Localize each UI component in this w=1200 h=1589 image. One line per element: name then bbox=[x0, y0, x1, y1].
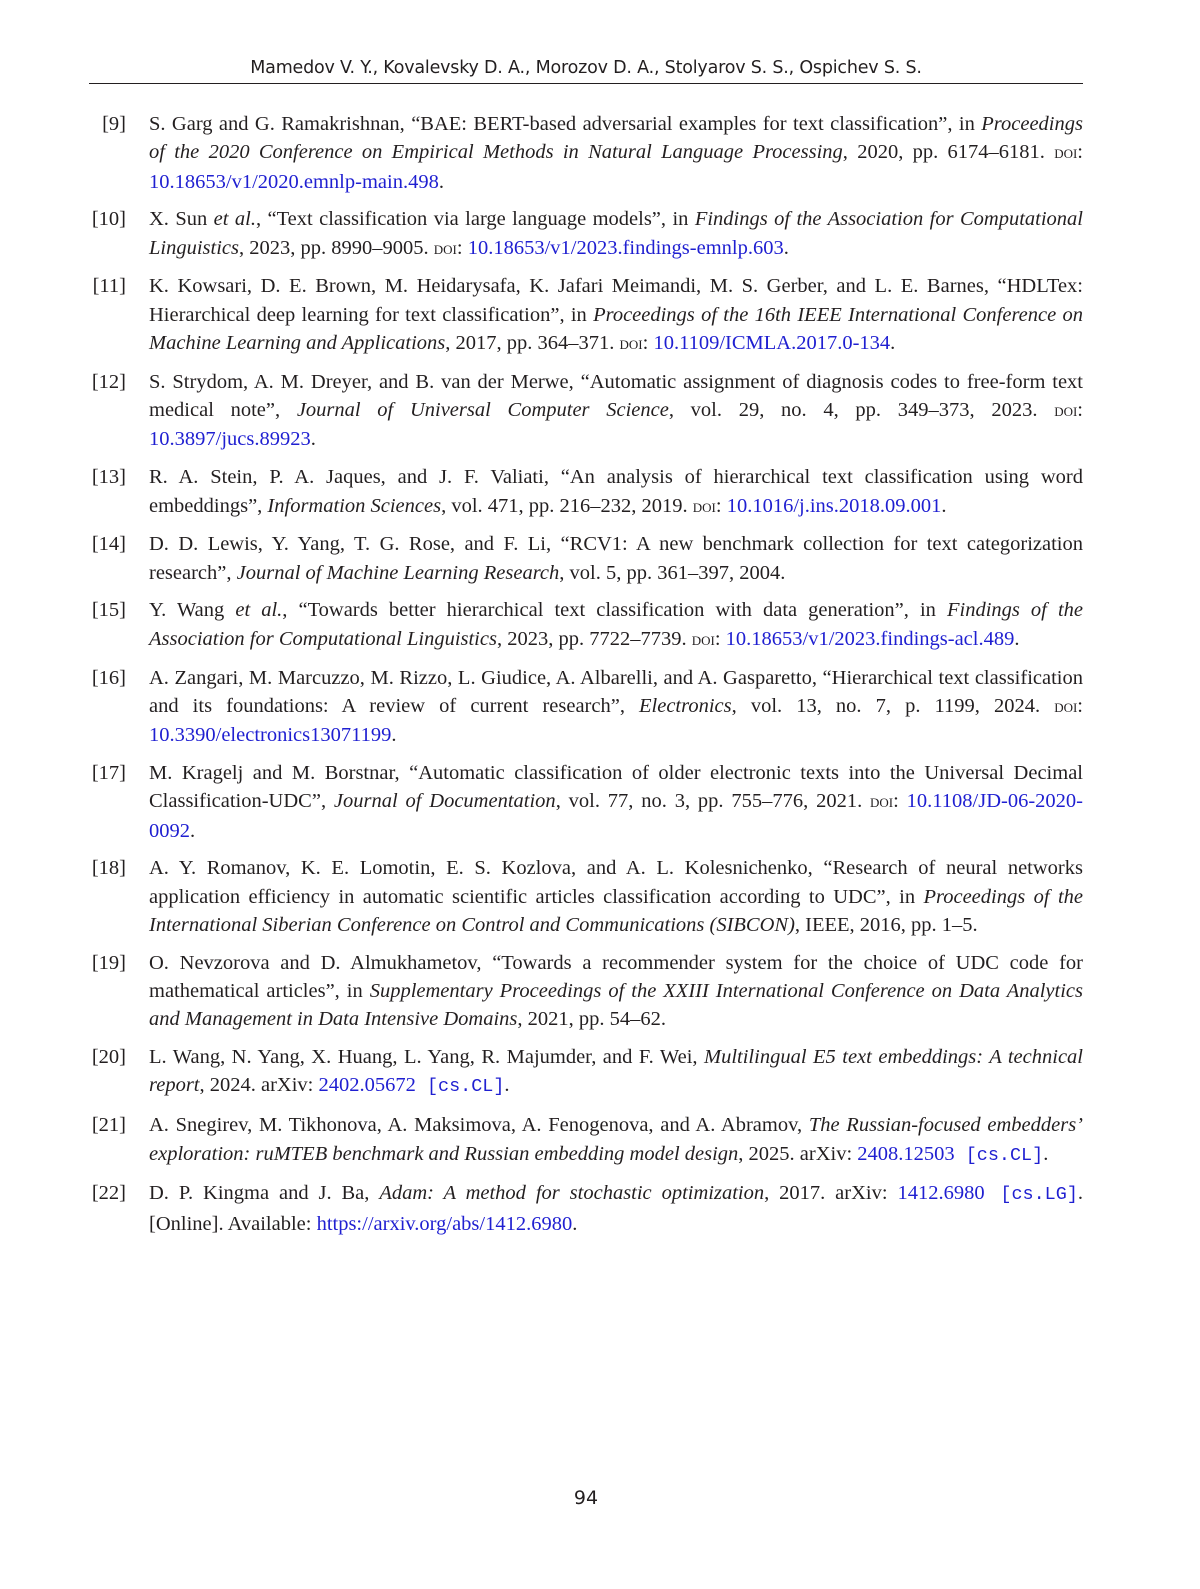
ref-authors: M. Kragelj and M. Borstnar, bbox=[149, 761, 400, 784]
reference-item bbox=[89, 664, 1083, 750]
doi-colon: : bbox=[1077, 399, 1083, 422]
header-rule bbox=[89, 83, 1083, 84]
doi-link[interactable]: 1412.6980 bbox=[897, 1182, 985, 1205]
reference-item bbox=[89, 463, 1083, 521]
reference-number: [18] bbox=[91, 857, 126, 880]
ref-venue: The Russian-focused embedders’ exploration: ruMTEB benchmark and Russian embedding model design bbox=[149, 1114, 1083, 1165]
ref-venue: Information Sciences bbox=[267, 494, 442, 517]
reference-item bbox=[89, 110, 1083, 196]
reference-number-cell bbox=[89, 596, 149, 654]
ref-end: . bbox=[438, 170, 444, 193]
ref-details: , vol. 471, pp. 216–232, 2019. bbox=[441, 494, 693, 517]
ref-venue: Journal of Universal Computer Science bbox=[296, 399, 669, 422]
ref-authors: S. Garg and G. Ramakrishnan, bbox=[149, 113, 405, 135]
doi-label: doi bbox=[1054, 142, 1078, 164]
ref-online: [Online]. Available: bbox=[149, 1212, 317, 1235]
ref-end: . bbox=[1077, 1182, 1084, 1205]
ref-venue: Findings of the Association for Computational Linguistics bbox=[149, 599, 1083, 650]
reference-number-cell bbox=[89, 854, 149, 939]
doi-colon: : bbox=[714, 627, 726, 650]
ref-title: , “Text classification via large language models”, in bbox=[255, 208, 695, 231]
ref-title: “Towards a recommender system for the choice of UDC code for mathematical articles”, in bbox=[149, 951, 1083, 1003]
doi-label: doi bbox=[870, 791, 894, 813]
ref-title: “BAE: BERT-based adversarial examples for text classification”, in bbox=[404, 113, 982, 135]
doi-label: doi bbox=[433, 237, 457, 259]
reference-number-cell bbox=[89, 1111, 149, 1170]
doi-colon: : bbox=[1077, 141, 1083, 164]
reference-item bbox=[89, 368, 1083, 454]
ref-venue: Electronics bbox=[639, 694, 732, 717]
reference-number-cell bbox=[89, 759, 149, 845]
ref-venue: Proceedings of the 16th IEEE International Conference on Machine Learning and Applications bbox=[149, 303, 1083, 355]
ref-venue: Proceedings of the International Siberian Conference on Control and Communications (SIBCON) bbox=[149, 885, 1083, 936]
ref-details: , vol. 29, no. 4, pp. 349–373, 2023. bbox=[668, 399, 1055, 422]
ref-end: . bbox=[190, 819, 196, 842]
reference-number: [16] bbox=[91, 666, 126, 689]
ref-details: , vol. 13, no. 7, p. 1199, 2024. bbox=[731, 694, 1055, 717]
reference-item bbox=[89, 530, 1083, 587]
ref-title: “An analysis of hierarchical text classification using word embeddings”, bbox=[149, 466, 1083, 517]
reference-text bbox=[149, 205, 1083, 263]
reference-number-cell bbox=[89, 1043, 149, 1102]
doi-link[interactable]: 2402.05672 bbox=[318, 1074, 416, 1097]
ref-authors: A. Snegirev, M. Tikhonova, A. Maksimova, A. Fenogenova, and A. Abramov, bbox=[149, 1114, 809, 1137]
doi-label: doi bbox=[691, 628, 715, 650]
ref-title: “Automatic assignment of diagnosis codes to free-form text medical note”, bbox=[149, 370, 1083, 422]
reference-item bbox=[89, 1179, 1083, 1238]
doi-link[interactable]: 10.18653/v1/2020.emnlp-main.498 bbox=[149, 170, 439, 193]
doi-link[interactable]: 10.18653/v1/2023.findings-acl.489 bbox=[725, 627, 1015, 650]
ref-venue: Journal of Documentation bbox=[333, 790, 556, 813]
ref-venue: Adam: A method for stochastic optimization bbox=[379, 1182, 765, 1205]
ref-authors: D. P. Kingma and J. Ba, bbox=[149, 1182, 380, 1205]
doi-link[interactable]: 10.18653/v1/2023.findings-emnlp.603 bbox=[467, 236, 784, 259]
doi-link[interactable]: 10.3897/jucs.89923 bbox=[149, 428, 311, 451]
reference-number: [10] bbox=[91, 208, 126, 231]
ref-details: , 2023, pp. 8990–9005. bbox=[239, 236, 434, 259]
arxiv-category[interactable]: [cs.LG] bbox=[984, 1184, 1078, 1206]
reference-number-cell bbox=[89, 272, 149, 358]
reference-number: [12] bbox=[91, 370, 126, 393]
ref-venue: Findings of the Association for Computational Linguistics bbox=[149, 208, 1083, 259]
doi-label: doi bbox=[692, 495, 716, 517]
arxiv-category[interactable]: [cs.CL] bbox=[415, 1076, 505, 1098]
reference-text bbox=[149, 530, 1083, 587]
reference-number-cell bbox=[89, 949, 149, 1034]
ref-details: , 2023, pp. 7722–7739. bbox=[496, 627, 692, 650]
ref-details: , 2017. arXiv: bbox=[764, 1182, 898, 1205]
doi-colon: : bbox=[715, 494, 727, 517]
ref-authors: A. Y. Romanov, K. E. Lomotin, E. S. Kozlova, and A. L. Kolesnichenko, bbox=[149, 857, 813, 880]
ref-venue: Multilingual E5 text embeddings: A technical report bbox=[149, 1046, 1083, 1097]
reference-number: [9] bbox=[102, 113, 126, 135]
reference-number: [14] bbox=[91, 533, 126, 556]
reference-number: [17] bbox=[91, 761, 126, 784]
reference-text bbox=[149, 1179, 1083, 1238]
ref-title: “HDLTex: Hierarchical deep learning for text classification”, in bbox=[149, 275, 1084, 326]
ref-details: , 2020, pp. 6174–6181. bbox=[842, 141, 1055, 164]
ref-venue: Proceedings of the 2020 Conference on Empirical Methods in Natural Language Processing bbox=[149, 113, 1083, 164]
reference-number-cell bbox=[89, 110, 149, 196]
arxiv-category[interactable]: [cs.CL] bbox=[954, 1144, 1044, 1166]
ref-title: “RCV1: A new benchmark collection for text categorization research”, bbox=[149, 533, 1083, 584]
ref-title: “Hierarchical text classification and its foundations: A review of current research”, bbox=[149, 666, 1083, 717]
ref-end: . bbox=[1043, 1142, 1049, 1165]
ref-end: . bbox=[941, 494, 947, 517]
doi-link[interactable]: 10.3390/electronics13071199 bbox=[149, 724, 392, 747]
reference-item bbox=[89, 272, 1083, 358]
ref-details: , 2021, pp. 54–62. bbox=[517, 1008, 666, 1031]
doi-colon: : bbox=[456, 236, 468, 259]
doi-link[interactable]: 2408.12503 bbox=[857, 1142, 955, 1165]
reference-text bbox=[149, 854, 1083, 939]
ref-etal: et al. bbox=[213, 208, 256, 231]
ref-authors: Y. Wang bbox=[149, 599, 236, 622]
ref-details: , 2024. arXiv: bbox=[199, 1074, 319, 1097]
reference-item bbox=[89, 596, 1083, 654]
ref-url[interactable]: https://arxiv.org/abs/1412.6980 bbox=[316, 1212, 573, 1235]
ref-title: , “Towards better hierarchical text classification with data generation”, in bbox=[282, 599, 947, 622]
reference-item bbox=[89, 949, 1083, 1034]
ref-authors: A. Zangari, M. Marcuzzo, M. Rizzo, L. Giudice, A. Albarelli, and A. Gasparetto, bbox=[149, 666, 817, 689]
ref-authors: K. Kowsari, D. E. Brown, M. Heidarysafa, K. Jafari Meimandi, M. S. Gerber, and L. E. Barnes, bbox=[149, 275, 989, 298]
ref-venue: Supplementary Proceedings of the XXIII International Conference on Data Analytics and Management in Data Intensive Domains bbox=[149, 980, 1083, 1031]
ref-details: , 2025. arXiv: bbox=[738, 1142, 858, 1165]
running-header: Mamedov V. Y., Kovalevsky D. A., Morozov D. A., Stolyarov S. S., Ospichev S. S. bbox=[250, 58, 922, 78]
doi-label: doi bbox=[619, 333, 643, 355]
reference-text bbox=[149, 1111, 1083, 1170]
ref-details: , IEEE, 2016, pp. 1–5. bbox=[794, 913, 978, 936]
ref-end: . bbox=[391, 724, 397, 747]
ref-authors: O. Nevzorova and D. Almukhametov, bbox=[149, 951, 482, 974]
ref-details: , 2017, pp. 364–371. bbox=[445, 332, 620, 355]
ref-title: “Automatic classification of older electronic texts into the Universal Decimal Classification-UDC”, bbox=[149, 761, 1083, 813]
reference-item bbox=[89, 1111, 1083, 1170]
reference-number-cell bbox=[89, 205, 149, 263]
reference-text bbox=[149, 759, 1083, 845]
reference-text bbox=[149, 368, 1083, 454]
reference-item bbox=[89, 1043, 1083, 1102]
ref-details: , vol. 5, pp. 361–397, 2004. bbox=[559, 561, 786, 584]
ref-details: , vol. 77, no. 3, pp. 755–776, 2021. bbox=[555, 790, 871, 813]
reference-number: [21] bbox=[91, 1114, 126, 1137]
reference-number-cell bbox=[89, 368, 149, 454]
doi-colon: : bbox=[642, 332, 654, 355]
ref-authors: R. A. Stein, P. A. Jaques, and J. F. Valiati, bbox=[149, 466, 549, 489]
reference-number-cell bbox=[89, 664, 149, 750]
page-number: 94 bbox=[573, 1487, 599, 1509]
reference-number-cell bbox=[89, 1179, 149, 1238]
reference-item bbox=[89, 759, 1083, 845]
ref-end: . bbox=[310, 428, 316, 451]
ref-end: . bbox=[890, 332, 896, 355]
reference-number: [11] bbox=[92, 275, 126, 298]
ref-authors: X. Sun bbox=[149, 208, 214, 231]
doi-link[interactable]: 10.1016/j.ins.2018.09.001 bbox=[726, 494, 942, 517]
ref-end: . bbox=[783, 236, 789, 259]
reference-text bbox=[149, 272, 1083, 358]
reference-item bbox=[89, 205, 1083, 263]
reference-number-cell bbox=[89, 463, 149, 521]
ref-title: “Research of neural networks application efficiency in automatic scientific articles classification according to UDC”, in bbox=[149, 857, 1083, 908]
reference-text bbox=[149, 463, 1083, 521]
reference-item bbox=[89, 854, 1083, 939]
ref-etal: et al. bbox=[235, 599, 283, 622]
ref-authors: L. Wang, N. Yang, X. Huang, L. Yang, R. Majumder, and F. Wei, bbox=[149, 1046, 705, 1069]
reference-text bbox=[149, 1043, 1083, 1102]
reference-text bbox=[149, 664, 1083, 750]
doi-link[interactable]: 10.1109/ICMLA.2017.0-134 bbox=[653, 332, 891, 355]
ref-end: . bbox=[504, 1074, 510, 1097]
reference-number: [20] bbox=[91, 1046, 126, 1069]
doi-label: doi bbox=[1054, 695, 1078, 717]
doi-link[interactable]: 10.1108/JD-06-2020-0092 bbox=[149, 790, 1083, 842]
doi-label: doi bbox=[1054, 400, 1078, 422]
reference-number: [22] bbox=[91, 1182, 126, 1205]
reference-text bbox=[149, 110, 1083, 196]
ref-venue: Journal of Machine Learning Research bbox=[236, 561, 560, 584]
ref-authors: S. Strydom, A. M. Dreyer, and B. van der Merwe, bbox=[149, 370, 574, 393]
doi-colon: : bbox=[1077, 694, 1083, 717]
reference-text bbox=[149, 596, 1083, 654]
reference-number-cell bbox=[89, 530, 149, 587]
ref-url-end: . bbox=[572, 1212, 578, 1235]
reference-text bbox=[149, 949, 1083, 1034]
reference-list bbox=[89, 110, 1083, 1247]
reference-number: [15] bbox=[91, 599, 126, 622]
reference-number: [19] bbox=[91, 951, 126, 974]
ref-authors: D. D. Lewis, Y. Yang, T. G. Rose, and F. Li, bbox=[149, 533, 552, 556]
ref-end: . bbox=[1014, 627, 1020, 650]
doi-colon: : bbox=[893, 790, 907, 813]
reference-number: [13] bbox=[91, 466, 126, 489]
